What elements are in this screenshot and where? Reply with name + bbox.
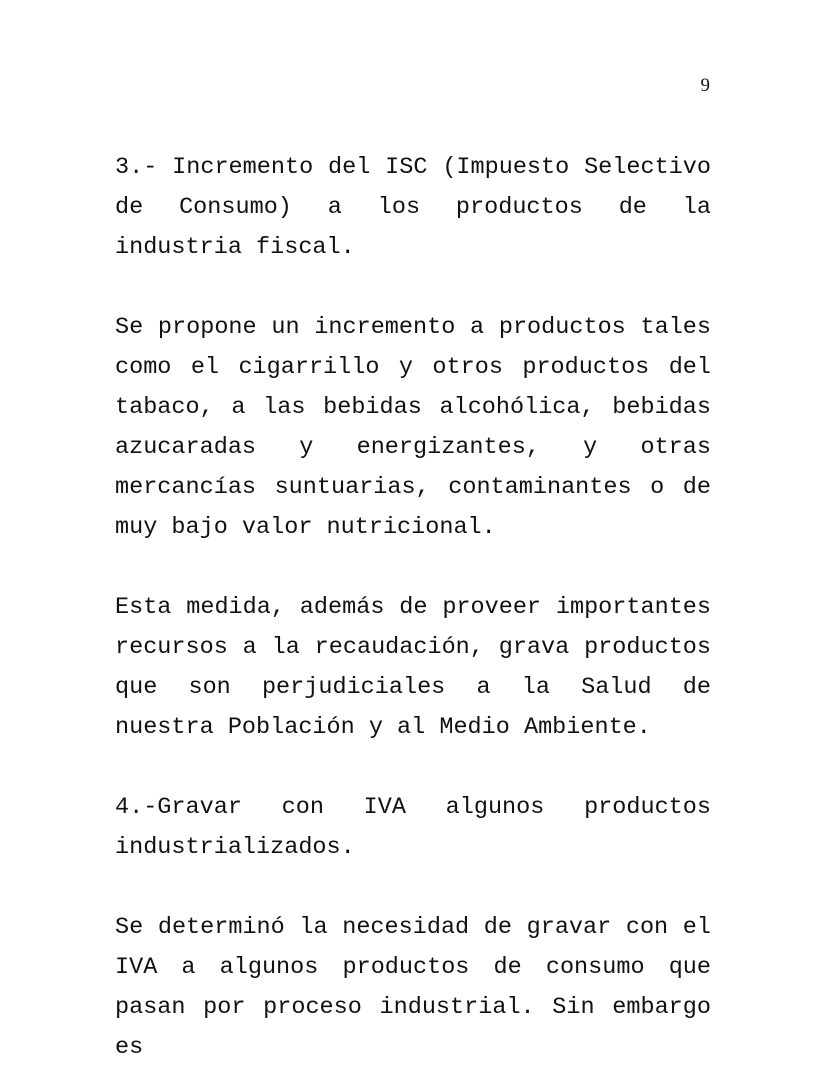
paragraph-item-3-body: Se propone un incremento a productos tales como el cigarrillo y otros productos del tabaco, a las bebidas alcohólica, bebidas azucaradas y energizantes, y otras mercancías suntuarias, contaminantes o de muy bajo valor nutricional. [115, 314, 726, 541]
paragraph-item-4-body: Se determinó la necesidad de gravar con el IVA a algunos productos de consumo que pasan por proceso industrial. Sin embargo es [115, 914, 726, 1061]
paragraph-item-3: 3.- Incremento del ISC (Impuesto Selectivo de Consumo) a los productos de la industria fiscal. [115, 154, 726, 261]
paragraph-item-3-rationale: Esta medida, además de proveer importantes recursos a la recaudación, grava productos que son perjudiciales a la Salud de nuestra Población y al Medio Ambiente. [115, 594, 726, 741]
paragraph-item-4: 4.-Gravar con IVA algunos productos industrializados. [115, 794, 726, 861]
page-number: 9 [700, 75, 710, 96]
document-body [115, 148, 726, 1068]
